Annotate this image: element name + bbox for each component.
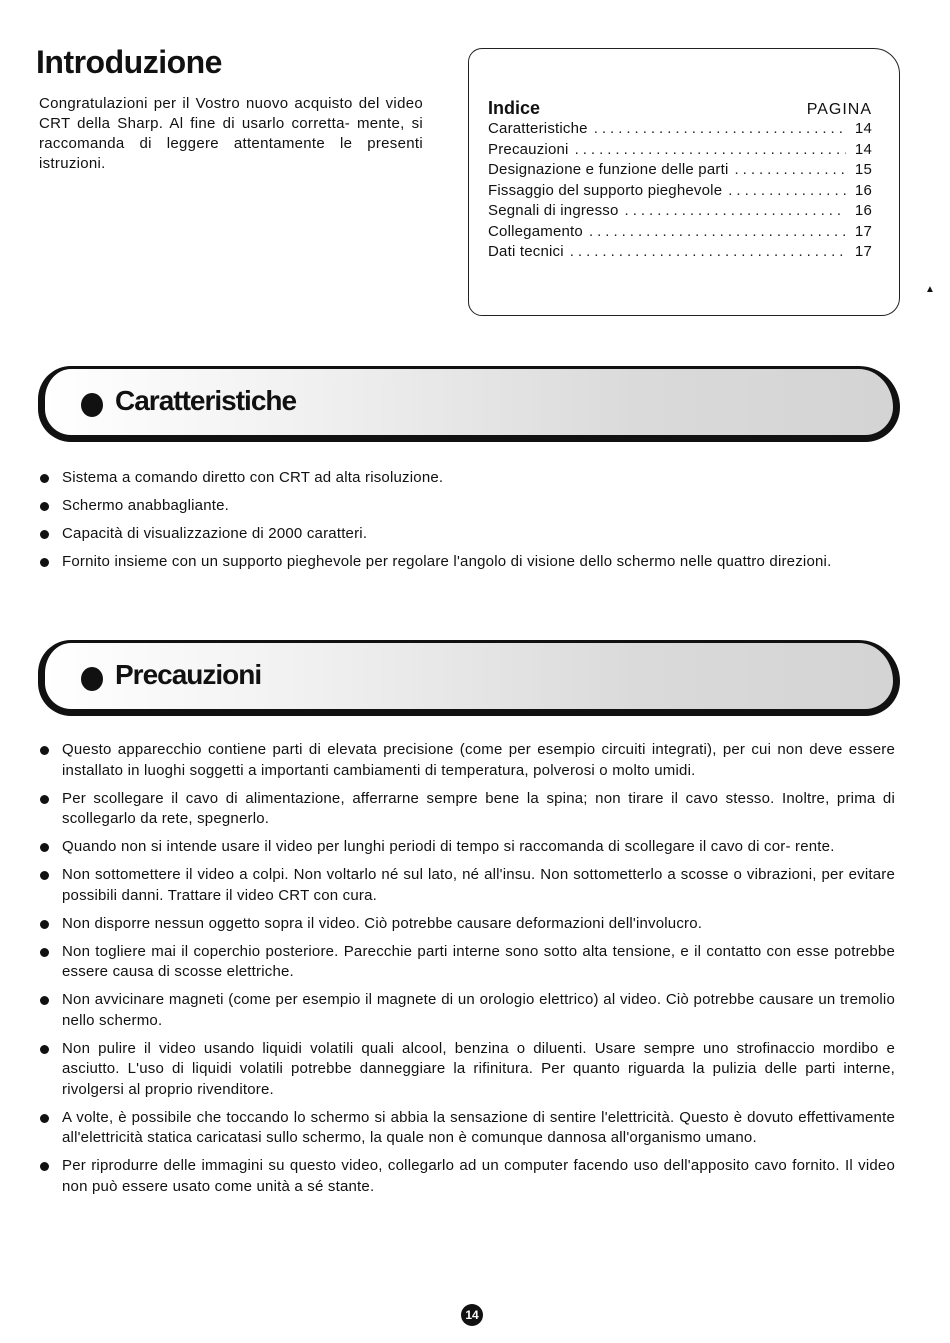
list-item-text: Questo apparecchio contiene parti di elevata precisione (come per esempio circuiti integrati), per cui non deve essere installato in luoghi soggetti a importanti cambiamenti di temperatura, polverosi o molto umidi. xyxy=(62,741,895,779)
toc-entry-label: Segnali di ingresso xyxy=(488,202,619,219)
list-item xyxy=(39,990,895,1031)
bullet-icon xyxy=(40,948,49,957)
bullet-icon xyxy=(40,1162,49,1171)
list-item xyxy=(39,789,895,830)
toc-entry-label: Collegamento xyxy=(488,222,583,240)
list-item xyxy=(39,1039,895,1101)
list-item-text: Capacità di visualizzazione di 2000 caratteri. xyxy=(62,525,368,542)
toc-entry-page: 17 xyxy=(854,243,872,260)
bullet-icon xyxy=(40,530,49,539)
toc-entry[interactable] xyxy=(488,161,872,182)
bullet-icon xyxy=(40,502,49,511)
bullet-icon xyxy=(40,996,49,1005)
list-item xyxy=(39,552,895,573)
list-item-text: Quando non si intende usare il video per lunghi periodi di tempo si raccomanda di scollegare il cavo di cor- rente. xyxy=(62,838,835,855)
toc-entry-label: Fissaggio del supporto pieghevole xyxy=(488,181,723,199)
toc-entry[interactable] xyxy=(488,182,872,203)
list-item-text: Sistema a comando diretto con CRT ad alta risoluzione. xyxy=(62,469,444,486)
toc-title: Indice xyxy=(488,98,541,118)
toc-leader-dots xyxy=(625,202,846,219)
bullet-circle-icon xyxy=(81,393,103,417)
bullet-icon xyxy=(40,1114,49,1123)
bullet-icon xyxy=(40,558,49,567)
list-item xyxy=(39,1156,895,1197)
list-item-text: Non disporre nessun oggetto sopra il video. Ciò potrebbe causare deformazioni dell'involucro. xyxy=(62,914,703,932)
toc-entry-page: 14 xyxy=(854,120,872,137)
list-item-text: Non avvicinare magneti (come per esempio il magnete di un orologio elettrico) al video. Ciò potrebbe causare un tremolio nello schermo. xyxy=(62,991,895,1029)
toc-entry-label: Dati tecnici xyxy=(488,243,564,260)
toc-entry-page: 16 xyxy=(854,202,872,219)
toc-entry-page: 16 xyxy=(854,181,872,199)
toc-header xyxy=(488,98,872,119)
list-item-text: A volte, è possibile che toccando lo schermo si abbia la sensazione di sentire l'elettricità. Questo è dovuto effettivamente all'elettricità statica caricatasi sullo schermo, la quale non è comunque dannosa all'organismo umano. xyxy=(62,1108,895,1146)
intro-paragraph: Congratulazioni per il Vostro nuovo acquisto del video CRT della Sharp. Al fine di usarlo corretta- mente, si raccomanda di leggere attentamente le presenti istruzioni. xyxy=(39,95,423,172)
toc-leader-dots xyxy=(735,161,847,178)
precauzioni-list xyxy=(39,740,895,1205)
intro-title: Introduzione xyxy=(36,44,222,80)
bullet-icon xyxy=(40,871,49,880)
list-item xyxy=(39,914,895,935)
list-item-text: Non sottomettere il video a colpi. Non voltarlo né sul lato, né all'insu. Non sottometterlo a scosse o vibrazioni, per evitare possibili danni. Trattare il video CRT con cura. xyxy=(62,866,895,904)
toc-entry[interactable] xyxy=(488,141,872,162)
bullet-icon xyxy=(40,474,49,483)
caratteristiche-list xyxy=(39,468,895,580)
toc-entry-label: Precauzioni xyxy=(488,140,569,158)
precauzioni-section-header xyxy=(38,640,900,716)
bullet-icon xyxy=(40,920,49,929)
list-item-text: Non togliere mai il coperchio posteriore. Parecchie parti interne sono sotto alta tensione, e il contatto con esse potrebbe essere causa di scosse elettriche. xyxy=(62,942,895,980)
bullet-icon xyxy=(40,746,49,755)
toc-entry[interactable] xyxy=(488,202,872,223)
bullet-circle-icon xyxy=(81,667,103,691)
list-item xyxy=(39,942,895,983)
list-item-text: Per scollegare il cavo di alimentazione, afferrarne sempre bene la spina; non tirare il cavo stesso. Inoltre, prima di scollegarlo da rete, spegnerlo. xyxy=(62,789,895,827)
bullet-icon xyxy=(40,795,49,804)
toc-entry-label: Caratteristiche xyxy=(488,120,588,137)
toc-leader-dots xyxy=(594,120,846,137)
list-item xyxy=(39,496,895,517)
list-item xyxy=(39,524,895,545)
toc-entry[interactable] xyxy=(488,223,872,244)
list-item-text: Schermo anabbagliante. xyxy=(62,497,230,514)
toc-entry[interactable] xyxy=(488,120,872,141)
list-item xyxy=(39,468,895,489)
toc-leader-dots xyxy=(575,141,846,158)
toc-entry-page: 15 xyxy=(854,161,872,178)
toc-page-column-label: PAGINA xyxy=(806,101,872,118)
caratteristiche-title: Caratteristiche xyxy=(115,385,297,416)
precauzioni-title: Precauzioni xyxy=(115,659,262,690)
toc-entry-page: 17 xyxy=(854,222,872,240)
page-number: 14 xyxy=(461,1304,483,1326)
table-of-contents xyxy=(468,48,900,316)
list-item xyxy=(39,837,895,858)
toc-leader-dots xyxy=(570,243,846,260)
list-item xyxy=(39,865,895,906)
toc-leader-dots xyxy=(728,182,846,199)
toc-entry-page: 14 xyxy=(854,140,872,158)
caratteristiche-section-header xyxy=(38,366,900,442)
margin-mark: ▲ xyxy=(925,284,935,295)
bullet-icon xyxy=(40,843,49,852)
bullet-icon xyxy=(40,1045,49,1054)
toc-entry[interactable] xyxy=(488,243,872,264)
toc-entry-label: Designazione e funzione delle parti xyxy=(488,161,729,178)
list-item xyxy=(39,1108,895,1149)
list-item-text: Fornito insieme con un supporto pieghevole per regolare l'angolo di visione dello schermo nelle quattro direzioni. xyxy=(62,553,832,570)
toc-leader-dots xyxy=(589,223,846,240)
list-item xyxy=(39,740,895,781)
list-item-text: Non pulire il video usando liquidi volatili quali alcool, benzina o diluenti. Usare sempre uno strofinaccio mordibo e asciutto. L'uso di liquidi volatili potrebbe danneggiare la rifinitura. Per quanto riguarda la pulizia delle parti interne, rivolgersi al proprio rivenditore. xyxy=(62,1039,895,1098)
toc-list xyxy=(488,120,872,264)
list-item-text: Per riprodurre delle immagini su questo video, collegarlo ad un computer facendo uso dell'apposito cavo fornito. Il video non può essere usato come unità a sé stante. xyxy=(62,1157,895,1195)
